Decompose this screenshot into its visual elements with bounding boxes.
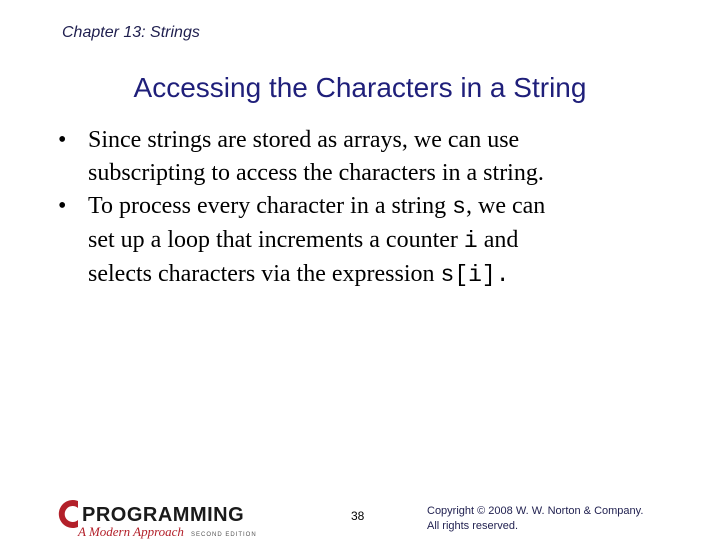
- code-span: s[i].: [440, 262, 510, 288]
- bullet-line: subscripting to access the characters in a string.: [88, 160, 544, 186]
- bullet-list: [58, 124, 668, 292]
- bullet-item: [58, 124, 668, 190]
- bullet-item: [58, 190, 668, 292]
- code-span: s: [452, 194, 466, 220]
- text-span: selects characters via the expression: [88, 261, 441, 287]
- code-span: i: [463, 228, 478, 254]
- bullet-marker: •: [58, 193, 67, 219]
- bullet-line: Since strings are stored as arrays, we can use: [88, 127, 520, 153]
- copyright-line: All rights reserved.: [427, 520, 519, 532]
- logo-edition: SECOND EDITION: [191, 532, 257, 538]
- copyright-notice: [427, 504, 643, 534]
- text-span: and: [477, 227, 519, 253]
- bullet-line: [88, 190, 668, 224]
- page-number: 38: [351, 509, 365, 523]
- text-span: , we can: [465, 193, 546, 219]
- chapter-heading: Chapter 13: Strings: [62, 24, 200, 41]
- copyright-line: Copyright © 2008 W. W. Norton & Company.: [427, 505, 644, 517]
- text-span: set up a loop that increments a counter: [88, 227, 464, 253]
- c-letter-icon: [59, 500, 78, 528]
- text-span: To process every character in a string: [88, 193, 453, 219]
- slide-title: Accessing the Characters in a String: [133, 72, 587, 103]
- bullet-line: [88, 224, 668, 258]
- c-programming-logo: [56, 497, 270, 539]
- bullet-line: [88, 258, 668, 292]
- bullet-marker: •: [58, 127, 67, 153]
- logo-subtitle: A Modern Approach: [78, 524, 184, 539]
- logo-title: PROGRAMMING: [82, 504, 245, 526]
